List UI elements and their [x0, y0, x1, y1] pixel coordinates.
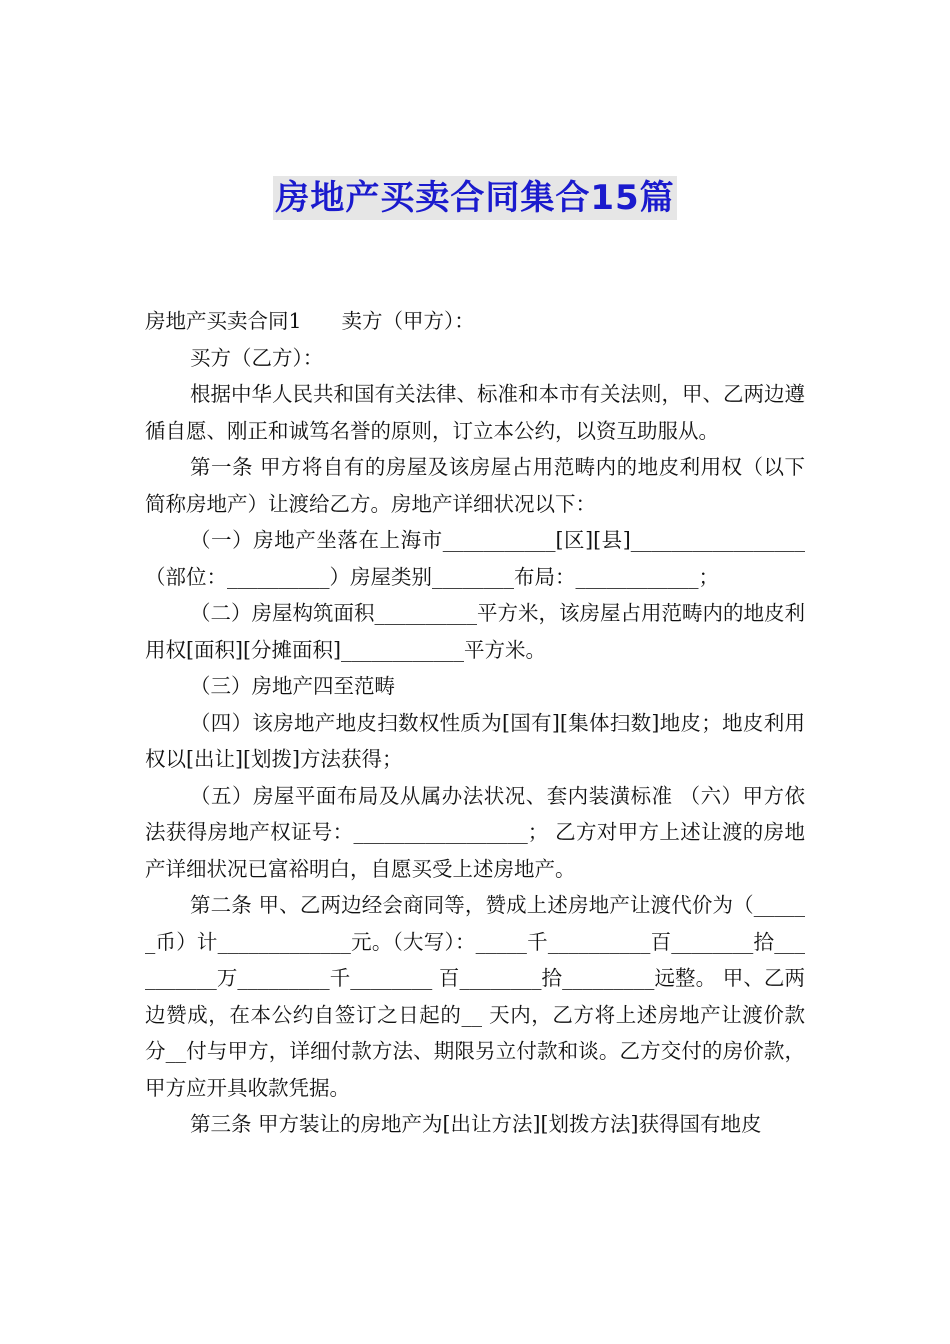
- buyer-label: 买方（乙方）：: [190, 345, 324, 370]
- article-2-paragraph: 第二条 甲、乙两边经会商同等，赞成上述房地产让渡代价为（______币）计_____________元。（大写）：_____千__________百________拾__________万_________千________ 百________拾_________远整。 甲、乙两边赞成，在本公约自签订之日起的__ 天内，乙方将上述房地产让渡价款分__付与甲方，详细付款方法、期限另立付款和谈。乙方交付的房价款，甲方应开具收款凭据。: [145, 893, 805, 1100]
- contract-heading-line: [145, 303, 805, 340]
- document-body: [145, 303, 805, 1143]
- item-2-area: （二）房屋构筑面积__________平方米，该房屋占用范畴内的地皮利用权[面积][分摊面积]____________平方米。: [145, 601, 805, 662]
- item-1-location: （一）房地产坐落在上海市___________[区][县]_________________（部位：__________）房屋类别________布局：____________；: [145, 528, 805, 589]
- item-5-layout: （五）房屋平面布局及从属办法状况、套内装潢标准 （六）甲方依法获得房地产权证号：_________________； 乙方对甲方上述让渡的房地产详细状况已富裕明白，自愿买受上述房地产。: [145, 783, 805, 881]
- item-4-land-nature: （四）该房地产地皮扫数权性质为[国有][集体扫数]地皮；地皮利用权以[出让][划拨]方法获得；: [145, 710, 805, 771]
- seller-label: 卖方（甲方）：: [341, 309, 475, 333]
- article-1-paragraph: 第一条 甲方将自有的房屋及该房屋占用范畴内的地皮利用权（以下简称房地产）让渡给乙方。房地产详细状况以下：: [145, 455, 805, 516]
- document-title: 房地产买卖合同集合15篇: [275, 178, 675, 218]
- preamble-paragraph: 根据中华人民共和国有关法律、标准和本市有关法则，甲、乙两边遵循自愿、刚正和诚笃名誉的原则，订立本公约，以资互助服从。: [145, 382, 805, 443]
- item-3-boundaries: （三）房地产四至范畴: [190, 674, 395, 698]
- contract-number-label: 房地产买卖合同1: [145, 309, 302, 333]
- article-3-paragraph: 第三条 甲方装让的房地产为[出让方法][划拨方法]获得国有地皮: [190, 1112, 762, 1136]
- title-container: [0, 176, 950, 220]
